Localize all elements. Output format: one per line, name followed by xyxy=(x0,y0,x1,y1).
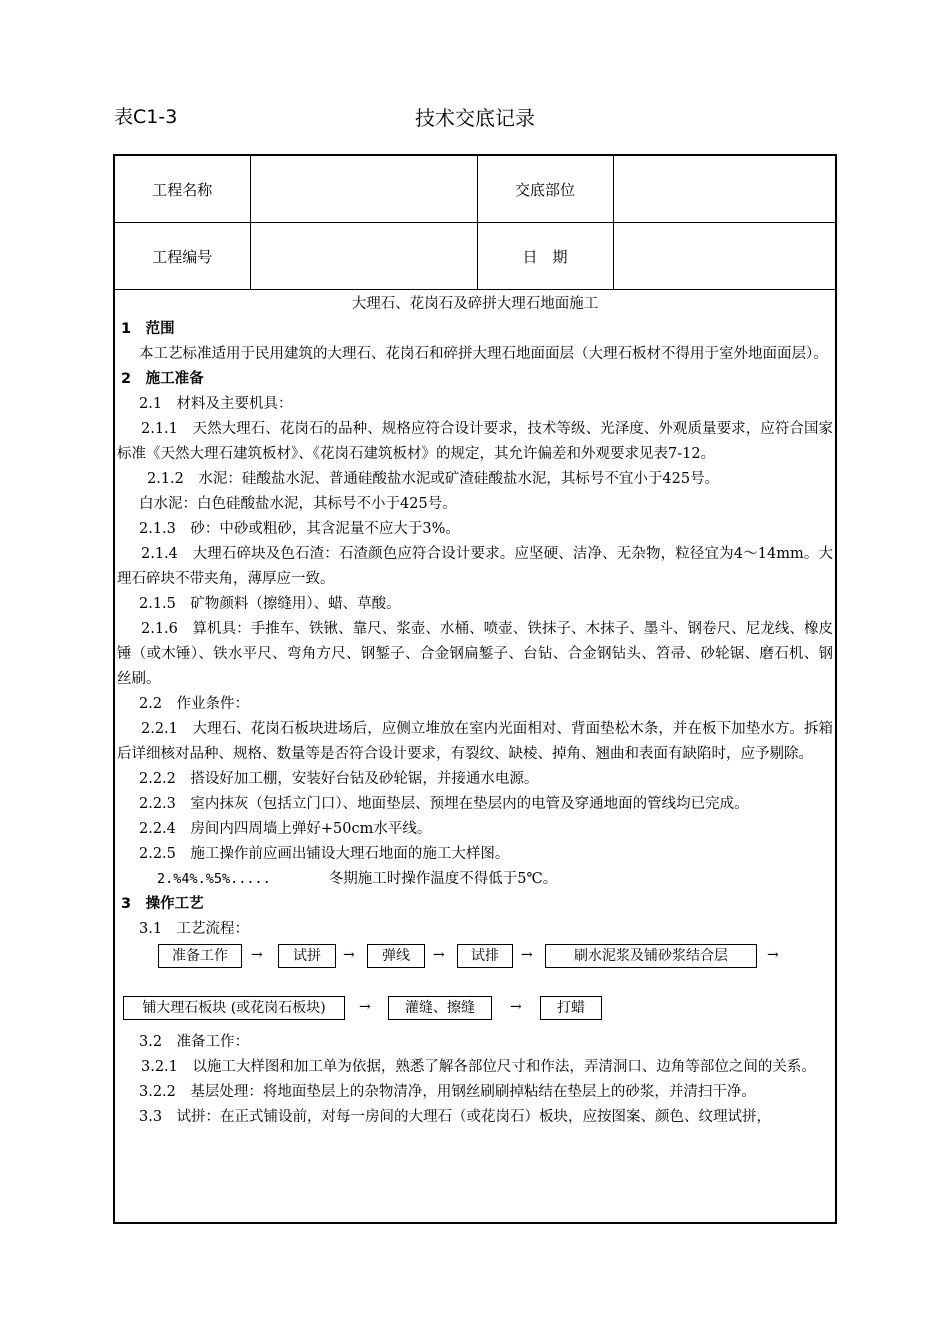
paragraph: 2.1.3 砂：中砂或粗砂，其含泥量不应大于3%。 xyxy=(139,521,460,537)
flow-step: 铺大理石板块 (或花岗石板块) xyxy=(123,996,345,1020)
paragraph xyxy=(115,867,835,892)
paragraph: 2.1.2 水泥：硅酸盐水泥、普通硅酸盐水泥或矿渣硅酸盐水泥，其标号不宜小于425号。 xyxy=(147,471,720,487)
arrow-icon: → xyxy=(521,947,533,963)
flow-step: 试排 xyxy=(457,944,513,968)
flow-step: 刷水泥浆及铺砂浆结合层 xyxy=(545,944,757,968)
arrow-icon: → xyxy=(510,999,522,1015)
process-flow-row-1 xyxy=(115,942,835,978)
paragraph: 2.1.4 大理石碎块及色石渣：石渣颜色应符合设计要求。应坚硬、洁净、无杂物，粒径宜为4～14mm。大理石碎块不带夹角，薄厚应一致。 xyxy=(117,546,833,587)
subsection-title: 2.2 作业条件： xyxy=(139,696,250,712)
content-heading: 大理石、花岗石及碎拼大理石地面施工 xyxy=(351,296,599,312)
arrow-icon: → xyxy=(767,947,779,963)
project-no-field[interactable] xyxy=(250,223,477,290)
paragraph: 3.2.2 基层处理：将地面垫层上的杂物清净，用钢丝刷刷掉粘结在垫层上的砂浆，并清扫干净。 xyxy=(139,1084,756,1100)
paragraph: 3.3 试拼：在正式铺设前，对每一房间的大理石（或花岗石）板块，应按图案、颜色、纹理试拼， xyxy=(139,1109,772,1125)
flow-step: 弹线 xyxy=(367,944,425,968)
paragraph: 2.2.5 施工操作前应画出铺设大理石地面的施工大样图。 xyxy=(139,846,510,862)
form-code: 表C1-3 xyxy=(114,106,178,128)
handover-part-label: 交底部位 xyxy=(477,156,613,223)
flow-step: 打蜡 xyxy=(540,996,602,1020)
subsection-title: 3.2 准备工作： xyxy=(139,1034,250,1050)
paragraph: 2.2.4 房间内四周墙上弹好+50cm水平线。 xyxy=(139,821,432,837)
flow-step: 准备工作 xyxy=(158,944,242,968)
section-title: 2 施工准备 xyxy=(121,371,204,387)
process-flow-row-2 xyxy=(115,994,835,1030)
date-label: 日 期 xyxy=(477,223,613,290)
paragraph: 2.1.6 算机具：手推车、铁锹、靠尺、浆壶、水桶、喷壶、铁抹子、木抹子、墨斗、钢卷尺、尼龙线、橡皮锤（或木锤）、铁水平尺、弯角方尺、钢錾子、合金钢扁錾子、台钻、合金钢钻头、笤帚、砂轮锯、磨石机、钢丝刷。 xyxy=(117,621,833,687)
paragraph: 2.1.1 天然大理石、花岗石的品种、规格应符合设计要求，技术等级、光泽度、外观质量要求，应符合国家标准《天然大理石建筑板材》、《花岗石建筑板材》的规定，其允许偏差和外观要求见表7-12。 xyxy=(117,421,833,462)
info-row xyxy=(115,156,835,223)
paragraph: 白水泥：白色硅酸盐水泥，其标号不小于425号。 xyxy=(139,496,457,512)
paragraph: 2.2.2 搭设好加工棚，安装好台钻及砂轮锯，并接通水电源。 xyxy=(139,771,539,787)
arrow-icon: → xyxy=(343,947,355,963)
info-table xyxy=(115,156,835,290)
item-number: 2.%4%.%5%..... xyxy=(157,871,271,887)
handover-part-field[interactable] xyxy=(613,156,835,223)
record-form xyxy=(113,154,837,1224)
project-name-field[interactable] xyxy=(250,156,477,223)
content-body xyxy=(115,292,835,1130)
flow-step: 灌缝、擦缝 xyxy=(388,996,492,1020)
subsection-title: 2.1 材料及主要机具： xyxy=(139,396,293,412)
date-field[interactable] xyxy=(613,223,835,290)
project-name-label: 工程名称 xyxy=(115,156,250,223)
project-no-label: 工程编号 xyxy=(115,223,250,290)
paragraph: 本工艺标准适用于民用建筑的大理石、花岗石和碎拼大理石地面面层（大理石板材不得用于室外地面面层）。 xyxy=(139,346,828,362)
subsection-title: 3.1 工艺流程： xyxy=(139,921,250,937)
document-title: 技术交底记录 xyxy=(415,106,535,130)
paragraph: 2.1.5 矿物颜料（擦缝用）、蜡、草酸。 xyxy=(139,596,401,612)
paragraph: 2.2.1 大理石、花岗石板块进场后，应侧立堆放在室内光面相对、背面垫松木条，并在板下加垫水方。拆箱后详细核对品种、规格、数量等是否符合设计要求，有裂纹、缺棱、掉角、翘曲和表面有缺陷时，应予剔除。 xyxy=(117,721,833,762)
section-title: 3 操作工艺 xyxy=(121,896,204,912)
arrow-icon: → xyxy=(359,999,371,1015)
item-text: 冬期施工时操作温度不得低于5℃。 xyxy=(328,871,558,887)
arrow-icon: → xyxy=(433,947,445,963)
section-title: 1 范围 xyxy=(121,321,175,337)
flow-step: 试拼 xyxy=(278,944,336,968)
info-row xyxy=(115,223,835,290)
arrow-icon: → xyxy=(251,947,263,963)
paragraph: 2.2.3 室内抹灰（包括立门口）、地面垫层、预埋在垫层内的电管及穿通地面的管线均已完成。 xyxy=(139,796,749,812)
paragraph: 3.2.1 以施工大样图和加工单为依据，熟悉了解各部位尺寸和作法，弄清洞口、边角等部位之间的关系。 xyxy=(141,1059,816,1075)
